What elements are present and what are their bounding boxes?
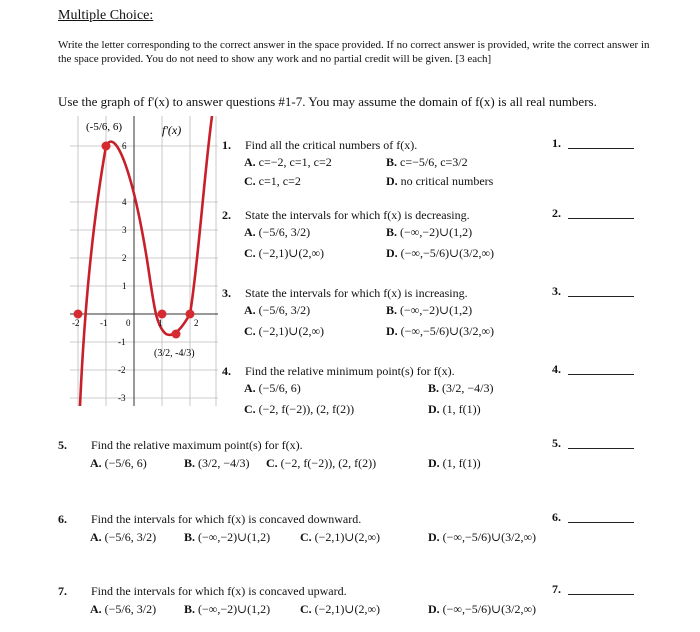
question-7 [58, 582, 347, 600]
option-text: (−2, f(−2)), (2, f(2)) [258, 402, 355, 416]
question-6 [58, 510, 361, 528]
option-text: (−5/6, 3/2) [104, 602, 157, 616]
question-4 [222, 362, 455, 380]
y-tick: 3 [122, 225, 127, 235]
question-text: Find all the critical numbers of f(x). [245, 138, 418, 152]
y-tick: 6 [122, 141, 127, 151]
option-text: (−2,1)∪(2,∞) [258, 246, 325, 260]
derivative-curve [80, 116, 212, 406]
question-3 [222, 284, 468, 302]
answer-number: 7. [552, 582, 561, 596]
option-d: D. no critical numbers [386, 174, 494, 188]
answer-blank-3[interactable] [568, 296, 634, 297]
answer-number: 6. [552, 510, 561, 524]
x-tick: -2 [72, 318, 80, 328]
y-tick: 4 [122, 197, 127, 207]
option-text: (1, f(1)) [442, 402, 481, 416]
option-c: C. c=1, c=2 [244, 174, 301, 188]
option-text: (−∞,−2)∪(1,2) [198, 530, 271, 544]
option-d: D. (1, f(1)) [428, 456, 481, 470]
option-text: (−2, f(−2)), (2, f(2)) [280, 456, 377, 470]
option-d: D. (1, f(1)) [428, 402, 481, 416]
question-5 [58, 436, 303, 454]
answer-blank-4[interactable] [568, 374, 634, 375]
max-point [102, 142, 111, 151]
min-label: (3/2, -4/3) [154, 348, 195, 359]
option-text: no critical numbers [400, 174, 494, 188]
option-text: (−5/6, 3/2) [258, 303, 311, 317]
option-b: B. (−∞,−2)∪(1,2) [386, 225, 473, 239]
answer-number: 5. [552, 436, 561, 450]
option-a: A. (−5/6, 3/2) [90, 602, 157, 616]
answer-number: 4. [552, 362, 561, 376]
option-c: C. (−2,1)∪(2,∞) [244, 324, 325, 338]
question-number: 6. [58, 512, 67, 526]
option-text: (3/2, −4/3) [442, 381, 494, 395]
question-number: 2. [222, 208, 231, 222]
option-c: C. (−2,1)∪(2,∞) [244, 246, 325, 260]
option-text: (−2,1)∪(2,∞) [258, 324, 325, 338]
option-c: C. (−2, f(−2)), (2, f(2)) [266, 456, 377, 470]
instructions: Write the letter corresponding to the correct answer in the space provided. If no correct answer is provided, write the correct answer in the space provided. You do not need to show any work and no partial credit will be given. [3 each] [58, 39, 650, 65]
option-d: D. (−∞,−5/6)∪(3/2,∞) [428, 602, 537, 616]
option-text: (−∞,−5/6)∪(3/2,∞) [442, 530, 537, 544]
option-a: A. c=−2, c=1, c=2 [244, 155, 332, 169]
option-text: (−∞,−5/6)∪(3/2,∞) [442, 602, 537, 616]
derivative-graph [70, 116, 218, 406]
question-number: 7. [58, 584, 67, 598]
x-tick: 1 [158, 318, 163, 328]
option-text: (−5/6, 3/2) [104, 530, 157, 544]
option-text: (−∞,−2)∪(1,2) [400, 303, 473, 317]
question-number: 5. [58, 438, 67, 452]
x-tick: -1 [100, 318, 108, 328]
question-2 [222, 206, 470, 224]
question-number: 1. [222, 138, 231, 152]
option-b: B. (−∞,−2)∪(1,2) [184, 530, 271, 544]
answer-number: 1. [552, 136, 561, 150]
answer-blank-1[interactable] [568, 148, 634, 149]
answer-blank-7[interactable] [568, 594, 634, 595]
option-c: C. (−2,1)∪(2,∞) [300, 530, 381, 544]
option-a: A. (−5/6, 6) [90, 456, 147, 470]
option-d: D. (−∞,−5/6)∪(3/2,∞) [428, 530, 537, 544]
option-text: (1, f(1)) [442, 456, 481, 470]
answer-blank-5[interactable] [568, 448, 634, 449]
option-text: (−2,1)∪(2,∞) [314, 530, 381, 544]
question-text: Find the relative maximum point(s) for f(x). [91, 438, 303, 452]
function-label: f'(x) [162, 123, 182, 137]
option-text: (−5/6, 3/2) [258, 225, 311, 239]
option-text: (−∞,−2)∪(1,2) [198, 602, 271, 616]
question-text: Find the intervals for which f(x) is concaved downward. [91, 512, 362, 526]
answer-blank-6[interactable] [568, 522, 634, 523]
question-number: 3. [222, 286, 231, 300]
option-text: (−5/6, 6) [104, 456, 147, 470]
option-b: B. (−∞,−2)∪(1,2) [386, 303, 473, 317]
question-text: Find the intervals for which f(x) is concaved upward. [91, 584, 347, 598]
page-title: Multiple Choice: [58, 8, 154, 23]
question-text: State the intervals for which f(x) is decreasing. [245, 208, 470, 222]
question-text: State the intervals for which f(x) is increasing. [245, 286, 468, 300]
min-point [172, 330, 181, 339]
option-text: (−∞,−5/6)∪(3/2,∞) [400, 246, 495, 260]
answer-number: 2. [552, 206, 561, 220]
answer-number: 3. [552, 284, 561, 298]
question-number: 4. [222, 364, 231, 378]
graph-instructions: Use the graph of f'(x) to answer questions #1-7. You may assume the domain of f(x) is all real numbers. [58, 94, 597, 109]
option-c: C. (−2, f(−2)), (2, f(2)) [244, 402, 355, 416]
option-text: (3/2, −4/3) [198, 456, 250, 470]
y-tick: 1 [122, 281, 127, 291]
option-text: (−∞,−2)∪(1,2) [400, 225, 473, 239]
option-b: B. (−∞,−2)∪(1,2) [184, 602, 271, 616]
option-text: (−∞,−5/6)∪(3/2,∞) [400, 324, 495, 338]
question-text: Find the relative minimum point(s) for f(x). [245, 364, 455, 378]
option-a: A. (−5/6, 3/2) [244, 303, 311, 317]
y-tick: -3 [118, 393, 126, 403]
option-b: B. (3/2, −4/3) [428, 381, 494, 395]
option-c: C. (−2,1)∪(2,∞) [300, 602, 381, 616]
x-tick: 0 [126, 318, 131, 328]
option-d: D. (−∞,−5/6)∪(3/2,∞) [386, 324, 495, 338]
option-text: (−5/6, 6) [258, 381, 301, 395]
option-a: A. (−5/6, 3/2) [244, 225, 311, 239]
x-tick: 2 [194, 318, 199, 328]
y-tick: 2 [122, 253, 127, 263]
option-b: B. c=−5/6, c=3/2 [386, 155, 468, 169]
answer-blank-2[interactable] [568, 218, 634, 219]
option-b: B. (3/2, −4/3) [184, 456, 250, 470]
option-a: A. (−5/6, 3/2) [90, 530, 157, 544]
option-text: c=−2, c=1, c=2 [258, 155, 332, 169]
max-label: (-5/6, 6) [86, 121, 123, 133]
option-text: c=−5/6, c=3/2 [400, 155, 468, 169]
option-d: D. (−∞,−5/6)∪(3/2,∞) [386, 246, 495, 260]
option-a: A. (−5/6, 6) [244, 381, 301, 395]
question-1 [222, 136, 417, 154]
option-text: c=1, c=2 [258, 174, 301, 188]
y-tick: -1 [118, 337, 126, 347]
option-text: (−2,1)∪(2,∞) [314, 602, 381, 616]
y-tick: -2 [118, 365, 126, 375]
